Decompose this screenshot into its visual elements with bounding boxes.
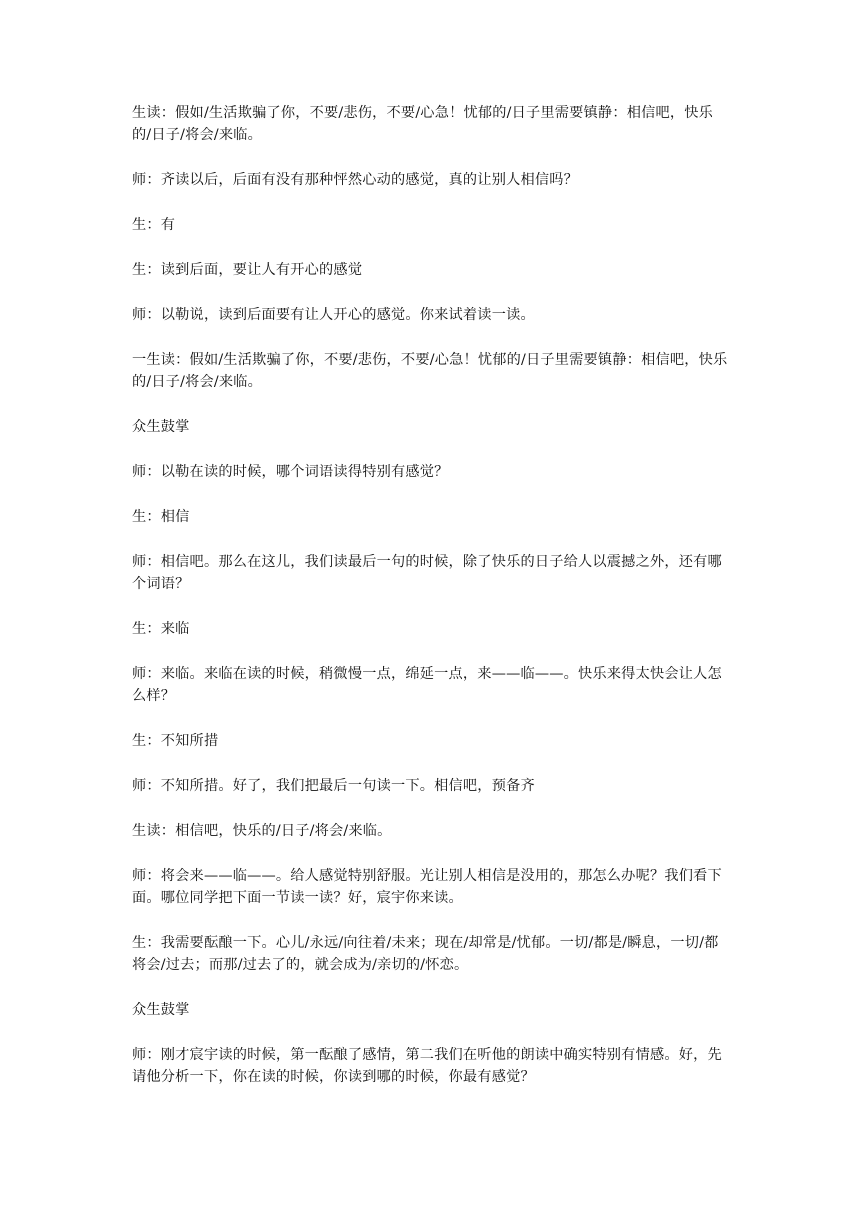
paragraph: 师：相信吧。那么在这儿，我们读最后一句的时候，除了快乐的日子给人以震撼之外，还有哪个词语？	[132, 554, 722, 592]
paragraph: 生：我需要酝酿一下。心儿/永远/向往着/未来；现在/却常是/忧郁。一切/都是/瞬息，一切/都将会/过去；而那/过去了的，就会成为/亲切的/怀恋。	[132, 935, 719, 973]
paragraph: 众生鼓掌	[132, 1002, 190, 1018]
paragraph: 一生读：假如/生活欺骗了你，不要/悲伤，不要/心急！忧郁的/日子里需要镇静：相信吧，快乐的/日子/将会/来临。	[132, 352, 728, 390]
paragraph: 师：齐读以后，后面有没有那种怦然心动的感觉，真的让别人相信吗？	[132, 172, 579, 188]
paragraph: 师：将会来——临——。给人感觉特别舒服。光让别人相信是没用的，那怎么办呢？我们看下面。哪位同学把下面一节读一读？好，宸宇你来读。	[132, 868, 722, 906]
paragraph: 众生鼓掌	[132, 419, 190, 435]
paragraph: 生：有	[132, 217, 176, 233]
document-page	[132, 102, 732, 1111]
paragraph: 师：来临。来临在读的时候，稍微慢一点，绵延一点，来——临——。快乐来得太快会让人怎么样？	[132, 666, 722, 704]
paragraph: 生读：假如/生活欺骗了你，不要/悲伤，不要/心急！忧郁的/日子里需要镇静：相信吧，快乐的/日子/将会/来临。	[132, 105, 714, 143]
paragraph: 生读：相信吧，快乐的/日子/将会/来临。	[132, 823, 392, 839]
paragraph: 生：读到后面，要让人有开心的感觉	[132, 262, 363, 278]
paragraph: 师：以勒在读的时候，哪个词语读得特别有感觉？	[132, 464, 449, 480]
paragraph: 生：来临	[132, 621, 190, 637]
paragraph: 师：以勒说，读到后面要有让人开心的感觉。你来试着读一读。	[132, 307, 535, 323]
paragraph: 师：不知所措。好了，我们把最后一句读一下。相信吧，预备齐	[132, 778, 535, 794]
paragraph: 师：刚才宸宇读的时候，第一酝酿了感情，第二我们在听他的朗读中确实特别有情感。好，先请他分析一下，你在读的时候，你读到哪的时候，你最有感觉？	[132, 1047, 722, 1085]
paragraph: 生：不知所措	[132, 733, 219, 749]
paragraph: 生：相信	[132, 509, 190, 525]
